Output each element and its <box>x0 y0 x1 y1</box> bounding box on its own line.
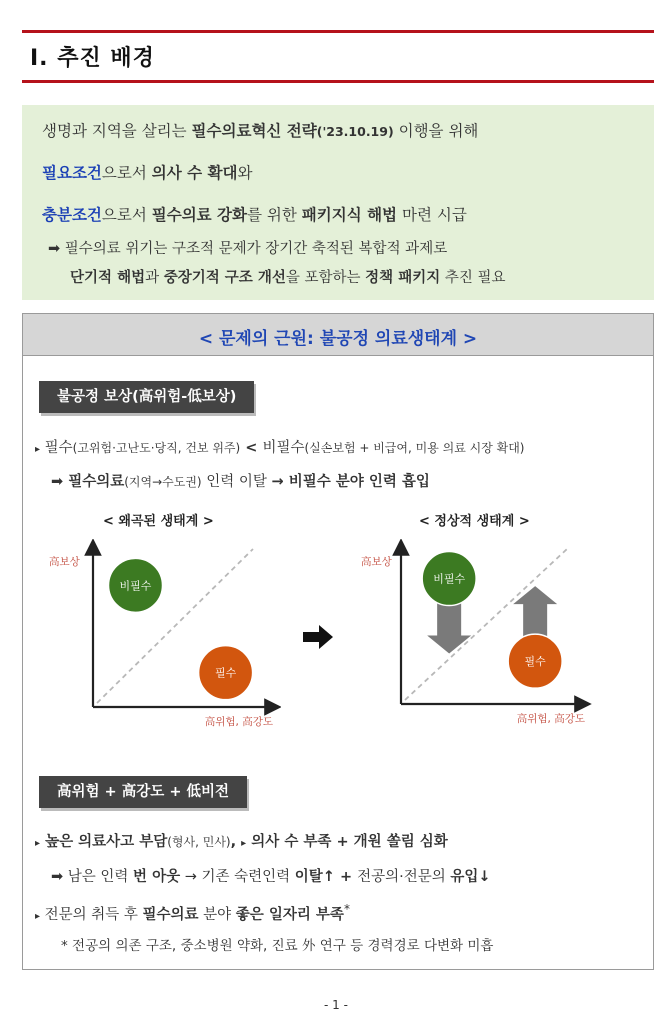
arrow-icon: ➡ <box>48 241 61 257</box>
x-axis-label: 高위험, 高강도 <box>516 713 585 725</box>
bullet-compensation: ▸ 필수(고위험·고난도·당직, 건보 위주) < 비필수(실손보험 + 비급여, 미용 의료 시장 확대) <box>35 440 525 456</box>
arrow-icon: ➡ <box>51 869 64 885</box>
arrow-icon: ➡ <box>51 474 64 490</box>
section-tag-compensation: 불공정 보상(高위험-低보상) <box>39 381 254 413</box>
page-number: - 1 - <box>324 998 348 1012</box>
bullet-risk: ▸ 높은 의료사고 부담(형사, 민사), ▸ 의사 수 부족 + 개원 쏠림 심화 <box>35 834 448 850</box>
transition-arrow-icon <box>303 624 335 650</box>
summary-line-5: 단기적 해법과 중장기적 구조 개선을 포함하는 정책 패키지 추진 필요 <box>70 270 506 286</box>
chart-point-label: 비필수 <box>433 572 466 586</box>
summary-line-2: 필요조건으로서 의사 수 확대와 <box>42 164 253 182</box>
summary-box <box>22 105 654 300</box>
section-tag-risk: 高위험 + 高강도 + 低비전 <box>39 776 247 808</box>
bullet-icon: ▸ <box>241 838 247 849</box>
section-title: Ⅰ. 추진 배경 <box>30 46 155 71</box>
y-axis-label: 高보상 <box>49 556 80 568</box>
ecosystem-panel <box>22 313 654 970</box>
chart-point-label: 비필수 <box>119 579 152 593</box>
arrow-line-outflow: ➡ 필수의료(지역→수도권) 인력 이탈 → 비필수 분야 인력 흡입 <box>51 474 430 490</box>
chart-distorted-ecosystem <box>41 539 281 734</box>
title-rule-bottom <box>22 80 654 83</box>
chart-point-label: 필수 <box>524 655 546 669</box>
bullet-icon: ▸ <box>35 910 41 922</box>
summary-line-3: 충분조건으로서 필수의료 강화를 위한 패키지식 해법 마련 시급 <box>42 206 467 224</box>
arrow-line-burnout: ➡ 남은 인력 번 아웃 → 기존 숙련인력 이탈↑ + 전공의·전문의 유입↓ <box>51 869 491 885</box>
summary-line-4: ➡ 필수의료 위기는 구조적 문제가 장기간 축적된 복합적 과제로 <box>48 241 448 257</box>
bullet-icon: ▸ <box>35 838 41 849</box>
title-rule-top <box>22 30 654 33</box>
chart-point-label: 필수 <box>214 666 237 680</box>
y-axis-label: 高보상 <box>361 556 392 568</box>
x-axis-label: 高위험, 高강도 <box>204 716 273 728</box>
chart-normal-ecosystem <box>357 539 607 734</box>
panel-header <box>23 314 653 356</box>
bullet-jobs: ▸ 전문의 취득 후 필수의료 분야 좋은 일자리 부족* <box>35 902 350 923</box>
bullet-icon: ▸ <box>35 444 41 455</box>
footnote: * 전공의 의존 구조, 중소병원 약화, 진료 外 연구 등 경력경로 다변화 미흡 <box>61 938 494 954</box>
arrow-down-icon <box>427 604 471 654</box>
chart-right-title: < 정상적 생태계 > <box>419 514 530 529</box>
panel-heading: < 문제의 근원: 불공정 의료생태계 > <box>198 329 478 349</box>
summary-line-1: 생명과 지역을 살리는 필수의료혁신 전략('23.10.19) 이행을 위해 <box>42 122 479 140</box>
chart-left-title: < 왜곡된 생태계 > <box>103 514 214 529</box>
